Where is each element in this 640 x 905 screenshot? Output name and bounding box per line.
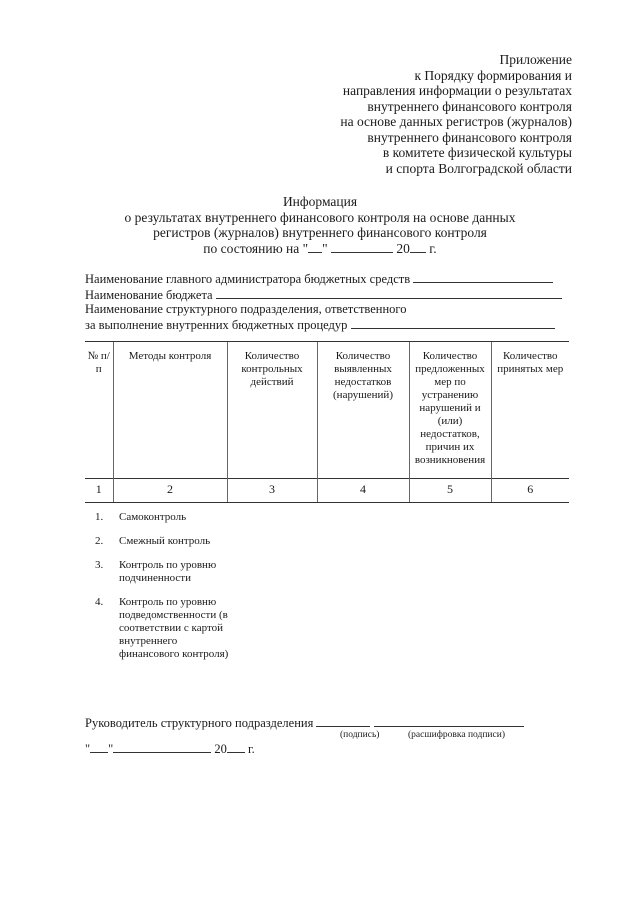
unit-field-line-1: Наименование структурного подразделения, ответственного [85,302,407,316]
unit-field-label: за выполнение внутренних бюджетных процедур [85,317,348,332]
list-item-text: Контроль по уровню подчиненности [119,559,217,584]
title-date-year: 20 [396,240,410,256]
signature-date [85,741,255,757]
signature-decode-caption: (расшифровка подписи) [408,730,505,740]
appendix-line: внутреннего финансового контроля [367,98,572,114]
header-cell-violations: Количество выявленных недостатков (нарушений) [317,342,409,479]
admin-field-blank [413,271,553,283]
control-results-table [85,341,569,503]
appendix-line: к Порядку формирования и [414,67,572,83]
header-cell-proposed-measures: Количество предложенных мер по устранению нарушений и (или) недостатков, причин их возникновения [409,342,491,479]
document-title [80,194,560,256]
signature-label: Руководитель структурного подразделения [85,716,314,730]
day-blank [308,241,322,253]
signature-day-blank [90,741,108,753]
appendix-line: внутреннего финансового контроля [367,129,572,145]
list-item-number: 3. [95,559,104,571]
column-number-cell: 2 [113,479,227,503]
signature-caption: (подпись) [340,730,380,740]
appendix-header [340,52,572,176]
list-item [95,535,245,548]
appendix-line: Приложение [499,52,572,67]
title-line-3: регистров (журналов) внутреннего финансового контроля [153,225,487,240]
unit-field [85,317,575,333]
list-item-text: Контроль по уровню подведомственности (в соответствии с картой внутреннего финансового контроля) [119,596,229,660]
admin-field [85,271,575,287]
header-cell-taken-measures: Количество принятых мер [491,342,569,479]
title-date-prefix: по состоянию на " [203,240,309,256]
column-number-cell: 1 [85,479,113,503]
signature-blank [316,715,370,727]
table-header-row [85,342,569,479]
appendix-line: и спорта Волгоградской области [385,160,572,176]
signature-date-year: 20 [214,742,227,756]
list-item [95,559,245,585]
column-number-cell: 3 [227,479,317,503]
budget-field [85,287,575,303]
appendix-line: в комитете физической культуры [382,145,572,160]
appendix-line: направления информации о результатах [342,83,572,98]
table-column-numbers-row [85,479,569,503]
header-cell-actions: Количество контрольных действий [227,342,317,479]
signature-line [85,715,524,731]
signature-decode-blank [374,715,524,727]
month-blank [331,241,393,253]
title-date-quote: " [322,240,328,256]
list-item-number: 2. [95,535,104,547]
column-number-cell: 4 [317,479,409,503]
list-item [95,511,245,524]
signature-year-blank [227,741,245,753]
column-number-cell: 6 [491,479,569,503]
title-date [80,241,560,257]
title-date-suffix: г. [429,240,437,256]
header-cell-methods: Методы контроля [113,342,227,479]
list-item-text: Смежный контроль [119,535,211,547]
list-item-number: 4. [95,596,104,608]
list-item-number: 1. [95,511,104,523]
identification-fields [85,271,575,332]
header-cell-number: № п/п [85,342,113,479]
year-blank [410,241,426,253]
appendix-line: на основе данных регистров (журналов) [340,114,572,129]
signature-date-suffix: г. [247,742,255,756]
admin-field-label: Наименование главного администратора бюджетных средств [85,272,411,286]
title-line-2: о результатах внутреннего финансового контроля на основе данных [124,209,516,225]
budget-field-label: Наименование бюджета [85,287,213,302]
methods-list [95,511,245,672]
signature-date-open: " [85,742,91,756]
title-line-1: Информация [282,194,358,209]
signature-date-close: " [108,742,114,756]
list-item [95,596,245,661]
unit-field-blank [351,317,555,329]
budget-field-blank [216,287,562,299]
column-number-cell: 5 [409,479,491,503]
signature-month-blank [113,741,211,753]
list-item-text: Самоконтроль [119,511,187,523]
